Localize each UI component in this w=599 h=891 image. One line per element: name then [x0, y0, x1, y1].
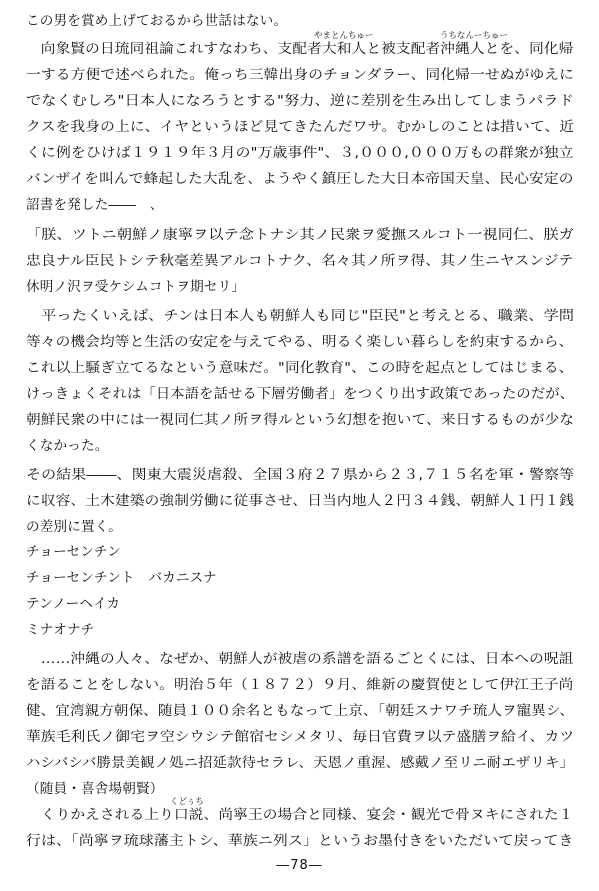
ruby-kudouchi: くどぅち: [170, 797, 204, 807]
quote-line: 「朕、ツトニ朝鮮ノ康寧ヲ以テ念トナシ其ノ民衆ヲ愛撫スルコト一視同仁、朕ガ: [26, 227, 574, 243]
verse-line: チョーセンチン: [26, 544, 121, 560]
text-line: くなかった。: [26, 438, 109, 454]
text-line: 行は、「尚寧ヲ琉球藩主トシ、華族ニ列ス」というお墨付きをいただいて戻ってき: [26, 833, 574, 849]
text-line: けっきょくそれは「日本語を話せる下層労働者」をつくり出す政策であったのだが、: [26, 386, 575, 402]
text-line: 朝鮮民衆の中には一視同仁其ノ所ヲ得ルという幻想を抱いて、来日するものが少な: [26, 412, 575, 428]
text-line: これ以上騒ぎ立てるなという意味だ。"同化教育"、この時を起点としてはじまる、: [26, 360, 574, 376]
text-line: を語ることをしない。明治５年（１８７２）９月、維新の慶賀使として伊江王子尚: [26, 677, 574, 693]
ruby-uchinanchu: うちなんーちゅー: [440, 31, 509, 41]
text-line: この男を賞め上げておるから世話はない。: [26, 13, 288, 29]
text-line: でなくむしろ"日本人になろうとする"努力、逆に差別を生み出してしまうパラド: [26, 93, 574, 109]
text-line: クスを我身の上に、イヤというほど見てきたんだワサ。むかしのことは措いて、近: [26, 119, 575, 135]
text-line: ハシバシバ勝景美観ノ処ニ招延款待セラレ、天恩ノ重渥、感戴ノ至リニ耐エザリキ」: [26, 755, 574, 771]
text-line: 平ったくいえば、チンは日本人も朝鮮人も同じ"臣民"と考えとる、職業、学問: [26, 308, 575, 324]
quote-line: 忠良ナル臣民トシテ秋毫差異アルコトナク、名々其ノ所ヲ得、其ノ生ニヤスンジテ: [26, 253, 574, 269]
verse-line: ミナオナチ: [26, 622, 95, 638]
text-line: くに例をひけば１９１９年３月の"万歳事件"、３,０００,０００万もの群衆が独立: [26, 145, 574, 161]
text-line: 華族毛利氏ノ御宅ヲ空シウシテ館宿セシメタリ、毎日官費ヲ以テ盛膳ヲ給イ、カツ: [26, 729, 575, 745]
text-line: 等々の機会均等と生活の安定を与えてやる、明るく楽しい暮らしを約束するから、: [26, 334, 574, 350]
text-line: くりかえされる上り口説、尚寧王の場合と同様、宴会・観光で骨ヌキにされた１: [26, 807, 574, 823]
text-line: 一する方便で述べられた。俺っち三韓出身のチョンダラー、同化帰一せぬがゆえに: [26, 67, 575, 83]
verse-line: テンノーヘイカ: [26, 596, 121, 612]
text-line: 健、宜湾親方朝保、随員１００余名ともなって上京、「朝廷スナワチ琉人ヲ寵異シ、: [26, 703, 575, 719]
quote-line: 休明ノ沢ヲ受ケシムコトヲ期セリ」: [26, 279, 246, 295]
text-line: バンザイを叫んで蜂起した大乱を、ようやく鎮圧した大日本帝国天皇、民心安定の: [26, 171, 574, 187]
text-line: その結果――、関東大震災虐殺、全国３府２７県から２３,７１５名を軍・警察等: [26, 467, 575, 483]
text-line: に収容、土木建築の強制労働に従事させ、日当内地人２円３４銭、朝鮮人１円１銭: [26, 493, 575, 509]
text-line: の差別に置く。: [26, 519, 122, 535]
text-line: 向象賢の日琉同祖論これすなわち、支配者大和人と被支配者沖縄人とを、同化帰: [26, 41, 574, 57]
text-line: （随員・喜舎場朝賢）: [26, 781, 164, 797]
text-line: 詔書を発した―― 、: [26, 197, 164, 213]
verse-line: チョーセンチント バカニスナ: [26, 570, 217, 586]
ruby-yamatonchu: やまとんちゅー: [314, 31, 374, 41]
page-number: ―78―: [276, 858, 323, 873]
text-line: ……沖縄の人々、なぜか、朝鮮人が被虐の系譜を語るごとくには、日本への呪詛: [26, 651, 574, 667]
